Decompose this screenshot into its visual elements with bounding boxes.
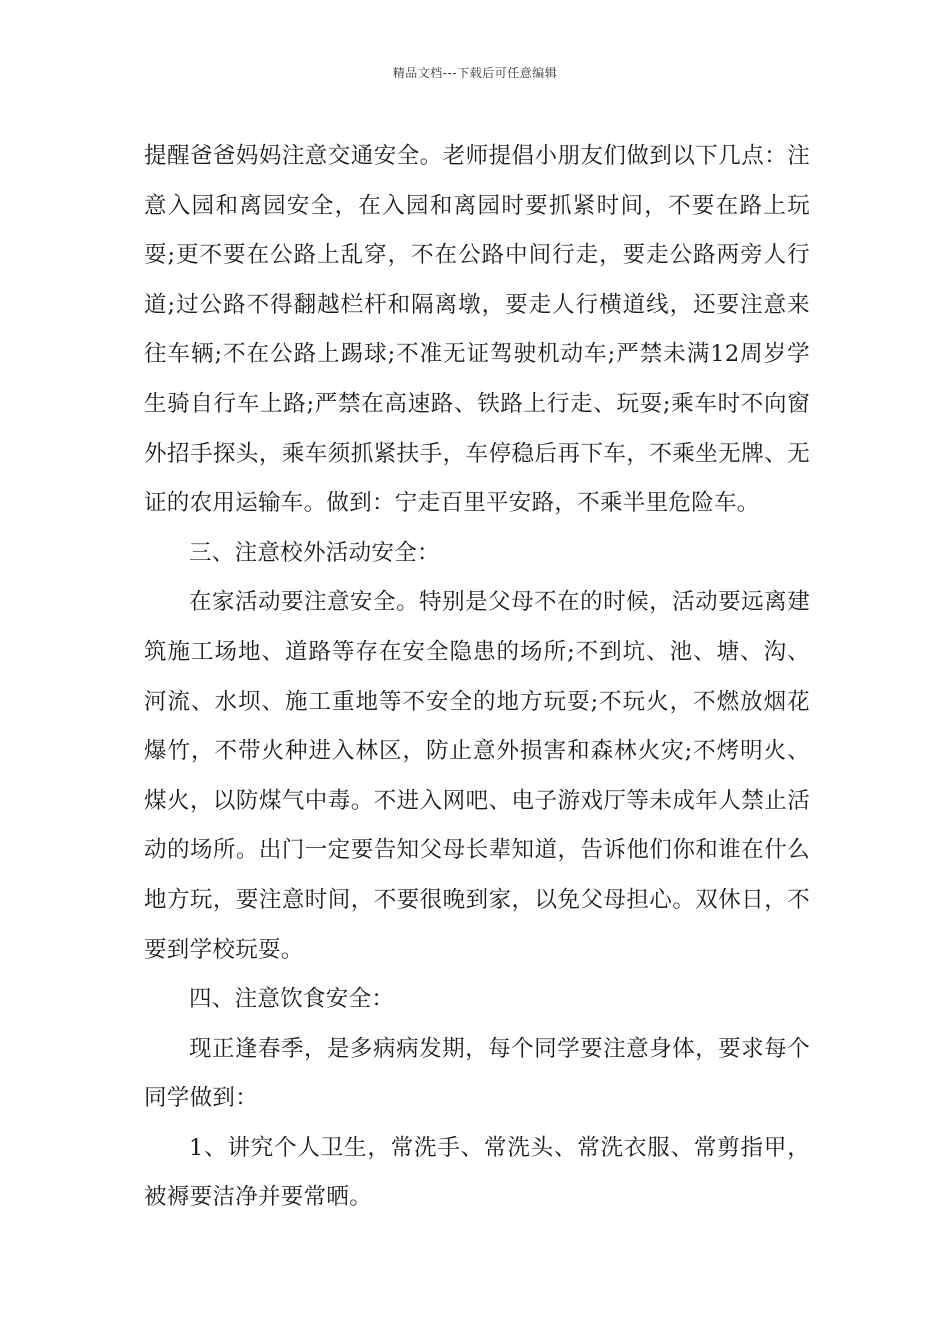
section-heading-food-safety: 四、注意饮食安全： — [189, 986, 395, 1013]
page-header: 精品文档---下载后可任意编辑 — [392, 66, 558, 80]
section-heading-outdoor-safety: 三、注意校外活动安全： — [189, 539, 440, 566]
paragraph-outdoor-safety: 在家活动要注意安全。特别是父母不在的时候，活动要远离建筑施工场地、道路等存在安全隐患的场所;不到坑、池、塘、沟、河流、水坝、施工重地等不安全的地方玩耍;不玩火，不燃放烟花爆竹，不带火种进入林区，防止意外损害和森林火灾;不烤明火、煤火，以防煤气中毒。不进入网吧、电子游戏厅等未成年人禁止活动的场所。出门一定要告知父母长辈知道，告诉他们你和谁在什么地方玩，要注意时间，不要很晚到家，以免父母担心。双休日，不要到学校玩耍。 — [144, 589, 810, 963]
document-body — [144, 132, 810, 1223]
paragraph-traffic-safety: 提醒爸爸妈妈注意交通安全。老师提倡小朋友们做到以下几点：注意入园和离园安全，在入园和离园时要抓紧时间，不要在路上玩耍;更不要在公路上乱穿，不在公路中间行走，要走公路两旁人行道;过公路不得翻越栏杆和隔离墩，要走人行横道线，还要注意来往车辆;不在公路上踢球;不准无证驾驶机动车;严禁未满12周岁学生骑自行车上路;严禁在高速路、铁路上行走、玩耍;乘车时不向窗外招手探头，乘车须抓紧扶手，车停稳后再下车，不乘坐无牌、无证的农用运输车。做到：宁走百里平安路，不乘半里危险车。 — [144, 143, 810, 517]
list-item-hygiene: 1、讲究个人卫生，常洗手、常洗头、常洗衣服、常剪指甲，被褥要洁净并要常晒。 — [144, 1134, 810, 1211]
paragraph-food-safety-intro: 现正逢春季，是多病病发期，每个同学要注意身体，要求每个同学做到： — [144, 1035, 810, 1112]
